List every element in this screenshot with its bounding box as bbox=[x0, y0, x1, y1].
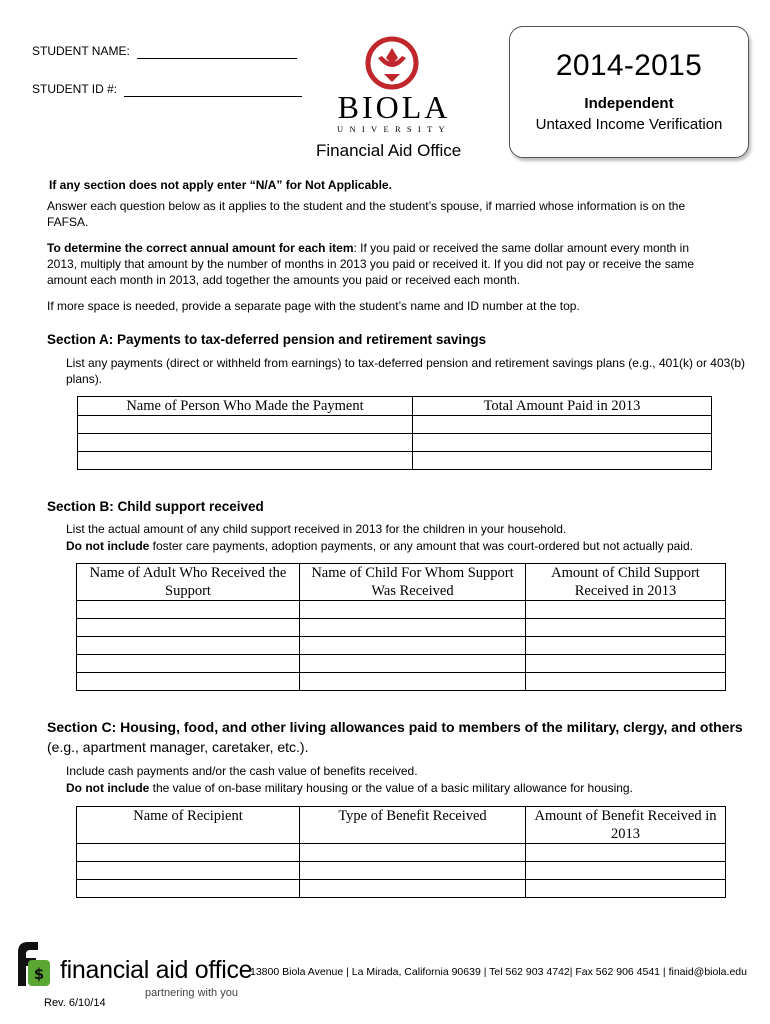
table-cell[interactable] bbox=[77, 601, 300, 619]
table-cell[interactable] bbox=[526, 844, 726, 862]
financial-aid-logo-icon bbox=[12, 938, 52, 988]
table-cell[interactable] bbox=[413, 452, 712, 470]
table-row bbox=[77, 637, 726, 655]
section-c-exclusion-rest: the value of on-base military housing or the value of a basic military allowance for housing. bbox=[149, 781, 633, 795]
student-name-label: STUDENT NAME: bbox=[32, 44, 130, 58]
section-a-table bbox=[77, 396, 712, 470]
financial-aid-brand: financial aid office bbox=[60, 956, 253, 984]
section-c-col-recipient: Name of Recipient bbox=[77, 807, 300, 844]
table-cell[interactable] bbox=[526, 637, 726, 655]
contact-info: 13800 Biola Avenue | La Mirada, California 90639 | Tel 562 903 4742| Fax 562 906 4541 | finaid@biola.edu bbox=[250, 966, 747, 978]
annual-amount-rest: : If you paid or received the same dollar amount every month in 2013, multiply that amount by the number of months in 2013 you paid or received it. If you did not pay or receive the same amount each month in 2013, add together the amounts you paid or received each month. bbox=[47, 241, 695, 287]
table-cell[interactable] bbox=[300, 862, 526, 880]
revision-date: Rev. 6/10/14 bbox=[44, 997, 106, 1009]
table-row bbox=[77, 880, 726, 898]
table-cell[interactable] bbox=[77, 655, 300, 673]
table-cell[interactable] bbox=[300, 655, 526, 673]
table-row bbox=[78, 434, 712, 452]
biola-university-label: UNIVERSITY bbox=[337, 124, 451, 134]
answer-instruction: Answer each question below as it applies to the student and the student’s spouse, if married whose information is on the FAFSA. bbox=[47, 199, 686, 229]
student-name-field[interactable] bbox=[137, 44, 297, 59]
student-name-row bbox=[32, 43, 297, 59]
financial-aid-tagline: partnering with you bbox=[145, 987, 238, 999]
table-row bbox=[77, 601, 726, 619]
academic-year: 2014-2015 bbox=[555, 49, 703, 82]
form-title-box bbox=[509, 26, 749, 158]
section-b-description: List the actual amount of any child support received in 2013 for the children in your household. bbox=[66, 522, 567, 536]
section-a-description: List any payments (direct or withheld from earnings) to tax-deferred pension and retirement savings plans (e.g., 401(k) or 403(b) plans). bbox=[66, 356, 745, 386]
section-a-title: Section A: Payments to tax-deferred pension and retirement savings bbox=[47, 332, 487, 347]
na-instruction: If any section does not apply enter “N/A” for Not Applicable. bbox=[49, 178, 392, 192]
table-cell[interactable] bbox=[300, 637, 526, 655]
table-row bbox=[77, 862, 726, 880]
table-row bbox=[77, 619, 726, 637]
table-row bbox=[77, 844, 726, 862]
section-c-do-not-include: Do not include bbox=[66, 781, 150, 795]
table-cell[interactable] bbox=[300, 601, 526, 619]
table-cell[interactable] bbox=[77, 880, 300, 898]
table-cell[interactable] bbox=[77, 844, 300, 862]
section-c-description: Include cash payments and/or the cash value of benefits received. bbox=[66, 764, 418, 778]
table-cell[interactable] bbox=[526, 862, 726, 880]
student-status: Independent bbox=[584, 95, 674, 112]
table-cell[interactable] bbox=[413, 434, 712, 452]
table-row bbox=[78, 452, 712, 470]
table-cell[interactable] bbox=[77, 637, 300, 655]
section-c-col-benefit-type: Type of Benefit Received bbox=[300, 807, 526, 844]
table-cell[interactable] bbox=[526, 673, 726, 691]
section-c-col-amount: Amount of Benefit Received in 2013 bbox=[526, 807, 726, 844]
annual-amount-bold: To determine the correct annual amount for each item bbox=[47, 241, 354, 255]
table-cell[interactable] bbox=[526, 655, 726, 673]
section-c-exclusion bbox=[66, 780, 756, 796]
table-cell[interactable] bbox=[526, 619, 726, 637]
biola-emblem-icon bbox=[364, 36, 420, 90]
form-title: Untaxed Income Verification bbox=[535, 116, 723, 133]
table-cell[interactable] bbox=[300, 880, 526, 898]
section-b-exclusion-rest: foster care payments, adoption payments, or any amount that was court-ordered but not actually paid. bbox=[149, 539, 693, 553]
table-cell[interactable] bbox=[526, 601, 726, 619]
financial-aid-office-label: Financial Aid Office bbox=[316, 141, 462, 160]
annual-amount-instruction bbox=[47, 240, 717, 288]
section-b-col-adult: Name of Adult Who Received the Support bbox=[77, 564, 300, 601]
section-b-col-amount: Amount of Child Support Received in 2013 bbox=[526, 564, 726, 601]
table-cell[interactable] bbox=[300, 673, 526, 691]
table-cell[interactable] bbox=[526, 880, 726, 898]
section-b-do-not-include: Do not include bbox=[66, 539, 150, 553]
section-b-col-child: Name of Child For Whom Support Was Received bbox=[300, 564, 526, 601]
section-b-title: Section B: Child support received bbox=[47, 499, 264, 514]
section-c-title: Section C: Housing, food, and other living allowances paid to members of the military, clergy, and others bbox=[47, 719, 743, 735]
table-cell[interactable] bbox=[77, 862, 300, 880]
section-b-table bbox=[76, 563, 726, 691]
section-c-table bbox=[76, 806, 726, 898]
table-cell[interactable] bbox=[78, 434, 413, 452]
table-row bbox=[78, 416, 712, 434]
svg-text:$: $ bbox=[33, 965, 45, 983]
table-cell[interactable] bbox=[300, 619, 526, 637]
student-id-field[interactable] bbox=[124, 82, 302, 97]
section-a-col-amount: Total Amount Paid in 2013 bbox=[413, 397, 712, 416]
biola-wordmark: BIOLA bbox=[337, 89, 451, 125]
table-cell[interactable] bbox=[77, 673, 300, 691]
student-id-row bbox=[32, 81, 302, 97]
table-cell[interactable] bbox=[77, 619, 300, 637]
section-c-title-examples: (e.g., apartment manager, caretaker, etc.). bbox=[47, 739, 309, 755]
more-space-instruction: If more space is needed, provide a separate page with the student’s name and ID number at the top. bbox=[47, 299, 580, 313]
table-row bbox=[77, 673, 726, 691]
table-cell[interactable] bbox=[413, 416, 712, 434]
student-id-label: STUDENT ID #: bbox=[32, 82, 118, 96]
section-a-col-person: Name of Person Who Made the Payment bbox=[78, 397, 413, 416]
table-cell[interactable] bbox=[300, 844, 526, 862]
table-cell[interactable] bbox=[78, 416, 413, 434]
table-cell[interactable] bbox=[78, 452, 413, 470]
table-row bbox=[77, 655, 726, 673]
section-b-exclusion bbox=[66, 538, 756, 554]
